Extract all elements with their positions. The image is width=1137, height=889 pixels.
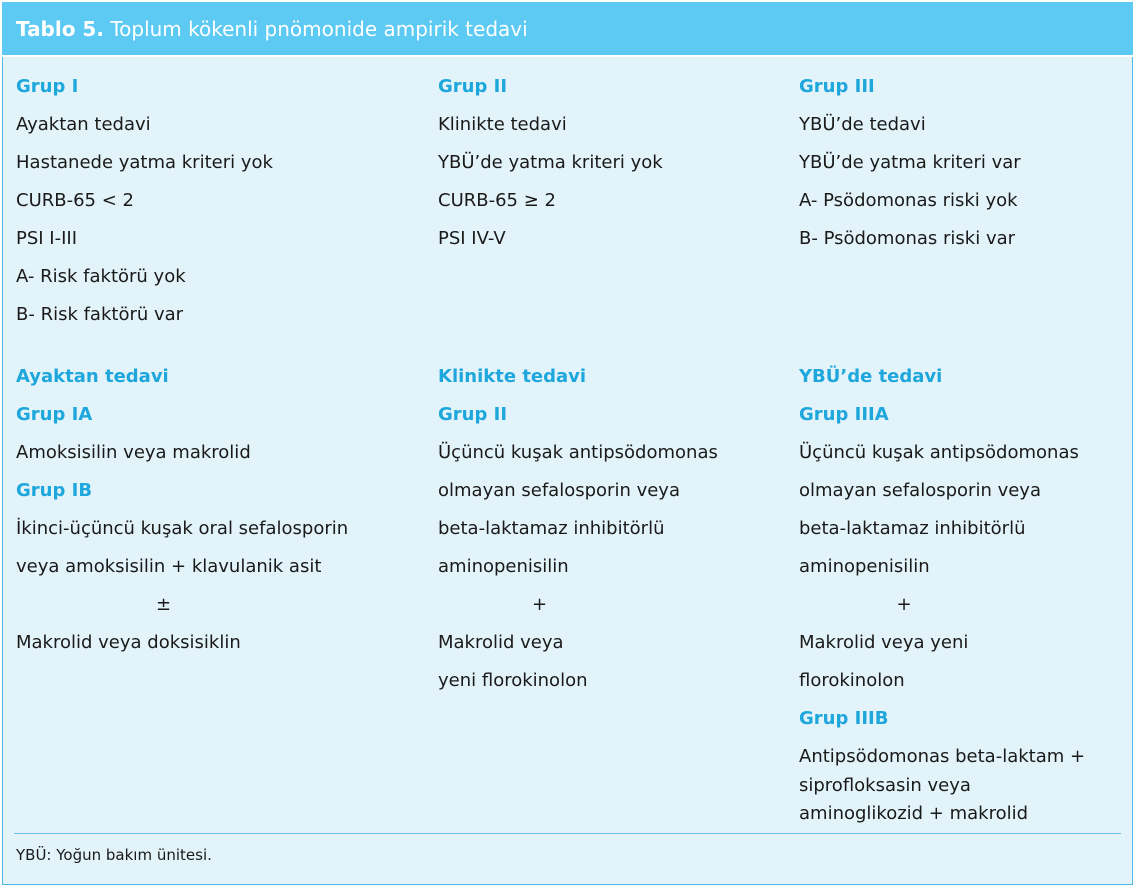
- table-title: [16, 17, 528, 41]
- treatment-3-subheading: Grup IIIA: [799, 404, 889, 425]
- group-1-heading: Grup I: [16, 76, 79, 97]
- treatment-1-heading: Ayaktan tedavi: [16, 366, 169, 387]
- group-1-item: Ayaktan tedavi: [16, 114, 151, 135]
- treatment-1-subheading: Grup IA: [16, 404, 93, 425]
- group-1-item: CURB-65 < 2: [16, 190, 134, 211]
- treatment-1-line: Makrolid veya doksisiklin: [16, 632, 241, 653]
- treatment-1-subheading: Grup IB: [16, 480, 93, 501]
- group-2-item: Klinikte tedavi: [438, 114, 567, 135]
- treatment-3-line: florokinolon: [799, 670, 905, 691]
- treatment-2-line: beta-laktamaz inhibitörlü: [438, 518, 665, 539]
- treatment-1-connector: ±: [155, 594, 172, 615]
- group-2-item: YBÜ’de yatma kriteri yok: [438, 152, 663, 173]
- group-3-item: YBÜ’de tedavi: [799, 114, 926, 135]
- treatment-3-subheading: Grup IIIB: [799, 708, 889, 729]
- footnote-divider: [14, 833, 1121, 834]
- treatment-3-line: olmayan sefalosporin veya: [799, 480, 1041, 501]
- group-1-item: A- Risk faktörü yok: [16, 266, 186, 287]
- treatment-3-line: Makrolid veya yeni: [799, 632, 969, 653]
- treatment-3-line: aminopenisilin: [799, 556, 930, 577]
- table-title-bar: [2, 2, 1133, 57]
- footnote: YBÜ: Yoğun bakım ünitesi.: [16, 846, 212, 864]
- table-caption: Toplum kökenli pnömonide ampirik tedavi: [110, 17, 528, 41]
- treatment-3-line: aminoglikozid + makrolid: [799, 803, 1029, 824]
- treatment-2-line: yeni florokinolon: [438, 670, 588, 691]
- group-3-item: B- Psödomonas riski var: [799, 228, 1016, 249]
- treatment-3-line: Antipsödomonas beta-laktam +: [799, 746, 1086, 767]
- group-2-item: CURB-65 ≥ 2: [438, 190, 556, 211]
- treatment-2-subheading: Grup II: [438, 404, 508, 425]
- treatment-1-line: veya amoksisilin + klavulanik asit: [16, 556, 322, 577]
- treatment-3-line: beta-laktamaz inhibitörlü: [799, 518, 1026, 539]
- group-1-item: Hastanede yatma kriteri yok: [16, 152, 273, 173]
- group-2-item: PSI IV-V: [438, 228, 506, 249]
- treatment-2-heading: Klinikte tedavi: [438, 366, 587, 387]
- treatment-2-line: Makrolid veya: [438, 632, 564, 653]
- treatment-2-line: olmayan sefalosporin veya: [438, 480, 680, 501]
- group-3-item: YBÜ’de yatma kriteri var: [799, 152, 1021, 173]
- treatment-2-line: Üçüncü kuşak antipsödomonas: [438, 442, 718, 463]
- group-3-item: A- Psödomonas riski yok: [799, 190, 1018, 211]
- treatment-2-line: aminopenisilin: [438, 556, 569, 577]
- group-1-item: B- Risk faktörü var: [16, 304, 184, 325]
- treatment-3-connector: +: [896, 594, 912, 615]
- group-3-heading: Grup III: [799, 76, 875, 97]
- treatment-1-line: Amoksisilin veya makrolid: [16, 442, 251, 463]
- treatment-1-line: İkinci-üçüncü kuşak oral sefalosporin: [16, 518, 349, 539]
- treatment-3-heading: YBÜ’de tedavi: [799, 366, 943, 387]
- treatment-3-line: siprofloksasin veya: [799, 775, 971, 796]
- table-number: Tablo 5.: [16, 17, 104, 41]
- treatment-3-line: Üçüncü kuşak antipsödomonas: [799, 442, 1079, 463]
- treatment-2-connector: +: [531, 594, 548, 615]
- group-2-heading: Grup II: [438, 76, 508, 97]
- group-1-item: PSI I-III: [16, 228, 78, 249]
